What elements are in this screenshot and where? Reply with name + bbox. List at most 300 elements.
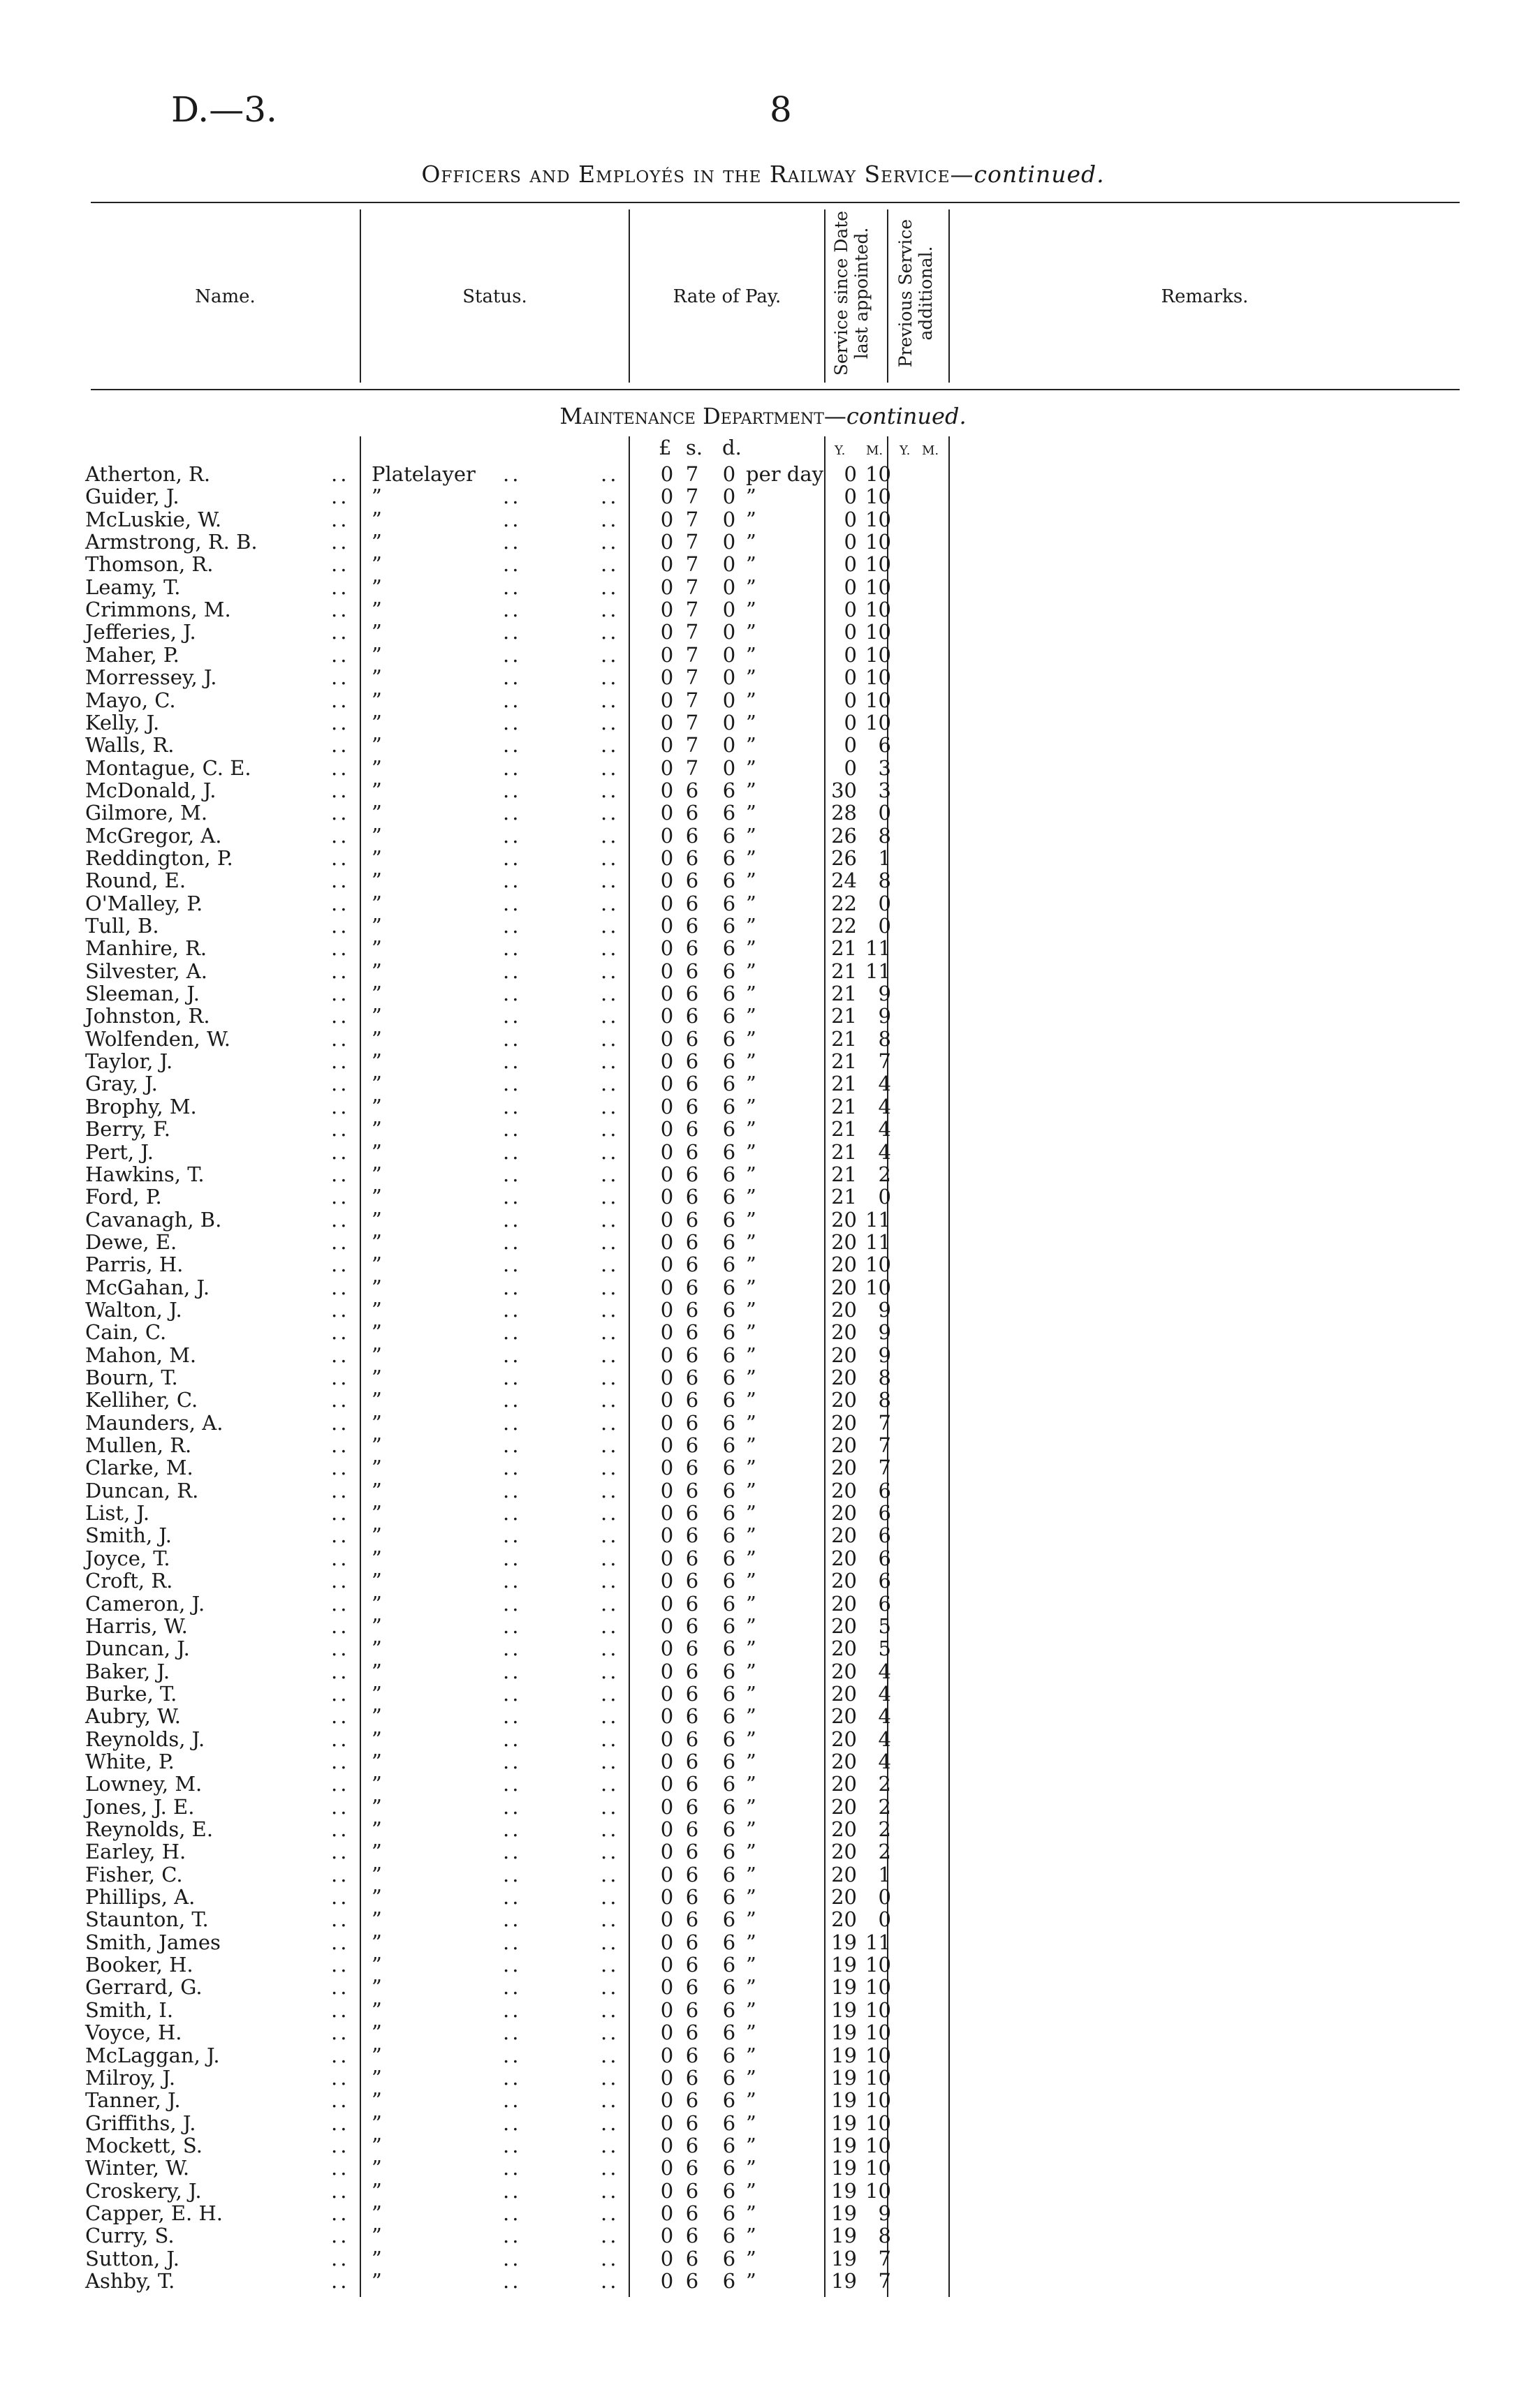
service-years: 21 xyxy=(831,959,857,983)
rate-pence: 6 xyxy=(722,1026,736,1051)
rate-pence: 6 xyxy=(722,1840,736,1864)
employee-status: ” xyxy=(372,665,382,690)
employee-name: Jefferies, J. xyxy=(85,620,196,644)
table-row xyxy=(0,1999,1526,2021)
rate-shillings: 6 xyxy=(685,1275,699,1299)
rate-shillings: 7 xyxy=(685,710,699,734)
rate-shillings: 6 xyxy=(685,1185,699,1209)
service-months: 10 xyxy=(865,507,891,531)
employee-name: Ford, P. xyxy=(85,1185,162,1209)
leader-dots: .. xyxy=(601,2111,619,2135)
leader-dots: .. xyxy=(331,1885,350,1910)
table-row xyxy=(0,757,1526,779)
leader-dots: .. xyxy=(331,665,350,690)
rate-period: ” xyxy=(746,1049,756,1074)
leader-dots: .. xyxy=(503,1997,522,2022)
leader-dots: .. xyxy=(503,1388,522,1412)
employee-status: ” xyxy=(372,1840,382,1864)
leader-dots: .. xyxy=(601,1772,619,1796)
employee-status: ” xyxy=(372,2246,382,2270)
rate-pence: 6 xyxy=(722,1704,736,1729)
rate-pounds: 0 xyxy=(660,1546,674,1570)
service-months: 10 xyxy=(865,1997,891,2022)
rate-shillings: 6 xyxy=(685,1997,699,2022)
rate-pounds: 0 xyxy=(660,1613,674,1638)
leader-dots: .. xyxy=(331,823,350,848)
table-row xyxy=(0,1344,1526,1366)
rate-pence: 6 xyxy=(722,2224,736,2248)
rate-pence: 6 xyxy=(722,1772,736,1796)
table-row xyxy=(0,1095,1526,1118)
rate-pence: 6 xyxy=(722,2021,736,2045)
rate-pence: 0 xyxy=(722,462,736,486)
unit-pound: £ xyxy=(659,436,672,459)
leader-dots: .. xyxy=(331,869,350,893)
service-since-label: Service since Date last appointed. xyxy=(831,210,872,376)
table-row xyxy=(0,960,1526,982)
employee-status: ” xyxy=(372,530,382,554)
service-years: 20 xyxy=(831,1772,857,1796)
service-months: 2 xyxy=(878,1840,891,1864)
employee-status: ” xyxy=(372,1049,382,1074)
employee-status: ” xyxy=(372,2133,382,2157)
employee-status: ” xyxy=(372,1546,382,1570)
rate-pounds: 0 xyxy=(660,1229,674,1254)
leader-dots: .. xyxy=(331,2043,350,2067)
rate-period: ” xyxy=(746,823,756,848)
employee-name: Reddington, P. xyxy=(85,845,233,870)
rate-pence: 6 xyxy=(722,1185,736,1209)
leader-dots: .. xyxy=(331,1320,350,1345)
rate-pence: 6 xyxy=(722,982,736,1006)
rate-shillings: 6 xyxy=(685,1478,699,1502)
rate-shillings: 6 xyxy=(685,1840,699,1864)
service-years: 20 xyxy=(831,1523,857,1548)
table-row xyxy=(0,1209,1526,1231)
service-years: 20 xyxy=(831,1840,857,1864)
leader-dots: .. xyxy=(601,1297,619,1322)
rate-shillings: 7 xyxy=(685,485,699,509)
rate-pence: 6 xyxy=(722,1366,736,1389)
rate-period: ” xyxy=(746,1433,756,1458)
leader-dots: .. xyxy=(331,1117,350,1142)
rate-period: ” xyxy=(746,778,756,802)
service-years: 19 xyxy=(831,1953,857,1977)
rate-pence: 6 xyxy=(722,1817,736,1841)
employee-status: ” xyxy=(372,1569,382,1593)
rate-pence: 6 xyxy=(722,1297,736,1322)
service-months: 2 xyxy=(878,1794,891,1819)
employee-name: Ashby, T. xyxy=(85,2269,175,2293)
leader-dots: .. xyxy=(503,2065,522,2090)
rate-period: ” xyxy=(746,2111,756,2135)
rate-period: ” xyxy=(746,2021,756,2045)
employee-name: Gilmore, M. xyxy=(85,801,208,825)
rate-pounds: 0 xyxy=(660,2111,674,2135)
service-years: 21 xyxy=(831,1162,857,1186)
leader-dots: .. xyxy=(503,959,522,983)
leader-dots: .. xyxy=(601,2178,619,2203)
service-years: 20 xyxy=(831,1229,857,1254)
unit-pence: d. xyxy=(722,436,742,459)
section-label: Maintenance Department— xyxy=(559,403,846,429)
leader-dots: .. xyxy=(503,688,522,712)
column-header-remarks: Remarks. xyxy=(1161,286,1249,307)
rate-period: ” xyxy=(746,710,756,734)
rate-period: ” xyxy=(746,1975,756,2000)
rate-shillings: 6 xyxy=(685,778,699,802)
rate-shillings: 6 xyxy=(685,2224,699,2248)
employee-name: Baker, J. xyxy=(85,1659,170,1683)
employee-name: Walls, R. xyxy=(85,733,175,758)
service-years: 20 xyxy=(831,1749,857,1773)
employee-status: ” xyxy=(372,1320,382,1345)
leader-dots: .. xyxy=(331,710,350,734)
employee-status: Platelayer xyxy=(372,462,476,486)
rate-pence: 6 xyxy=(722,2111,736,2135)
previous-service-label: Previous Service additional. xyxy=(895,219,936,368)
rate-pence: 6 xyxy=(722,1343,736,1367)
rate-shillings: 6 xyxy=(685,2043,699,2067)
rate-pence: 6 xyxy=(722,2156,736,2180)
rate-period: ” xyxy=(746,665,756,690)
leader-dots: .. xyxy=(601,1366,619,1389)
employee-status: ” xyxy=(372,1704,382,1729)
table-row xyxy=(0,711,1526,734)
employee-status: ” xyxy=(372,1885,382,1910)
header-top-rule xyxy=(91,202,1460,203)
employee-status: ” xyxy=(372,1094,382,1118)
rate-pence: 6 xyxy=(722,1862,736,1886)
employee-status: ” xyxy=(372,1907,382,1932)
service-years: 19 xyxy=(831,1930,857,1954)
rate-pounds: 0 xyxy=(660,1817,674,1841)
employee-status: ” xyxy=(372,1410,382,1435)
leader-dots: .. xyxy=(503,665,522,690)
service-months: 10 xyxy=(865,1253,891,1277)
service-years: 20 xyxy=(831,1704,857,1729)
service-months: 10 xyxy=(865,598,891,622)
employee-status: ” xyxy=(372,710,382,734)
leader-dots: .. xyxy=(601,710,619,734)
leader-dots: .. xyxy=(601,1907,619,1932)
service-months: 10 xyxy=(865,2111,891,2135)
rate-period: ” xyxy=(746,1388,756,1412)
leader-dots: .. xyxy=(601,1478,619,1502)
rate-pence: 6 xyxy=(722,1004,736,1028)
leader-dots: .. xyxy=(503,1343,522,1367)
rate-pounds: 0 xyxy=(660,1704,674,1729)
service-years: 19 xyxy=(831,2021,857,2045)
employee-status: ” xyxy=(372,2043,382,2067)
rate-shillings: 6 xyxy=(685,1681,699,1706)
employee-name: Crimmons, M. xyxy=(85,598,231,622)
rate-pounds: 0 xyxy=(660,891,674,915)
leader-dots: .. xyxy=(601,1885,619,1910)
employee-name: Harris, W. xyxy=(85,1613,188,1638)
rate-pounds: 0 xyxy=(660,982,674,1006)
rate-period: ” xyxy=(746,1162,756,1186)
rate-pounds: 0 xyxy=(660,1659,674,1683)
leader-dots: .. xyxy=(601,1253,619,1277)
rate-pounds: 0 xyxy=(660,1501,674,1526)
employee-status: ” xyxy=(372,1162,382,1186)
employee-name: White, P. xyxy=(85,1749,175,1773)
rate-pounds: 0 xyxy=(660,688,674,712)
employee-status: ” xyxy=(372,1433,382,1458)
service-years: 19 xyxy=(831,2156,857,2180)
leader-dots: .. xyxy=(503,2021,522,2045)
rate-pounds: 0 xyxy=(660,755,674,780)
leader-dots: .. xyxy=(503,1094,522,1118)
employee-status: ” xyxy=(372,1659,382,1683)
employee-status: ” xyxy=(372,1139,382,1164)
rate-pence: 6 xyxy=(722,2133,736,2157)
rate-shillings: 6 xyxy=(685,1139,699,1164)
leader-dots: .. xyxy=(331,982,350,1006)
rate-pence: 6 xyxy=(722,891,736,915)
service-years: 20 xyxy=(831,1613,857,1638)
leader-dots: .. xyxy=(331,1162,350,1186)
leader-dots: .. xyxy=(601,1185,619,1209)
service-years: 20 xyxy=(831,1659,857,1683)
rate-pence: 6 xyxy=(722,2269,736,2293)
table-row xyxy=(0,2224,1526,2247)
employee-name: Mockett, S. xyxy=(85,2133,203,2157)
rate-pounds: 0 xyxy=(660,914,674,938)
table-row xyxy=(0,1028,1526,1050)
rate-pounds: 0 xyxy=(660,1930,674,1954)
table-row xyxy=(0,1976,1526,1998)
rate-period: ” xyxy=(746,936,756,961)
rate-pounds: 0 xyxy=(660,1094,674,1118)
service-months: 6 xyxy=(878,1501,891,1526)
rate-pence: 6 xyxy=(722,1162,736,1186)
service-months: 8 xyxy=(878,869,891,893)
leader-dots: .. xyxy=(601,1523,619,1548)
rate-shillings: 7 xyxy=(685,665,699,690)
leader-dots: .. xyxy=(331,1591,350,1616)
leader-dots: .. xyxy=(601,1094,619,1118)
rate-pence: 6 xyxy=(722,1794,736,1819)
table-row xyxy=(0,1456,1526,1479)
rate-pounds: 0 xyxy=(660,1794,674,1819)
rate-period: ” xyxy=(746,1523,756,1548)
rate-pounds: 0 xyxy=(660,1185,674,1209)
employee-status: ” xyxy=(372,1930,382,1954)
rate-pounds: 0 xyxy=(660,2133,674,2157)
leader-dots: .. xyxy=(331,2224,350,2248)
leader-dots: .. xyxy=(331,755,350,780)
leader-dots: .. xyxy=(331,1456,350,1480)
rate-period: ” xyxy=(746,1907,756,1932)
service-years: 0 xyxy=(844,733,857,758)
rate-period: ” xyxy=(746,552,756,577)
leader-dots: .. xyxy=(331,552,350,577)
leader-dots: .. xyxy=(331,1343,350,1367)
service-years: 24 xyxy=(831,869,857,893)
table-row xyxy=(0,1547,1526,1569)
leader-dots: .. xyxy=(601,959,619,983)
rate-pounds: 0 xyxy=(660,733,674,758)
rate-pounds: 0 xyxy=(660,1727,674,1751)
rate-shillings: 6 xyxy=(685,1388,699,1412)
leader-dots: .. xyxy=(601,801,619,825)
employee-name: Hawkins, T. xyxy=(85,1162,205,1186)
leader-dots: .. xyxy=(503,755,522,780)
rate-pounds: 0 xyxy=(660,823,674,848)
rate-pence: 6 xyxy=(722,1591,736,1616)
table-row xyxy=(0,485,1526,508)
employee-name: Maher, P. xyxy=(85,642,179,667)
employee-name: Round, E. xyxy=(85,869,186,893)
service-months: 6 xyxy=(878,1546,891,1570)
rate-pence: 6 xyxy=(722,1930,736,1954)
leader-dots: .. xyxy=(331,2201,350,2225)
leader-dots: .. xyxy=(601,1817,619,1841)
service-years: 20 xyxy=(831,1320,857,1345)
service-months: 4 xyxy=(878,1094,891,1118)
service-months: 11 xyxy=(865,936,891,961)
service-years: 21 xyxy=(831,1072,857,1096)
service-months: 0 xyxy=(878,891,891,915)
leader-dots: .. xyxy=(503,1885,522,1910)
service-months: 4 xyxy=(878,1117,891,1142)
service-years: 21 xyxy=(831,936,857,961)
leader-dots: .. xyxy=(331,688,350,712)
rate-period: ” xyxy=(746,1117,756,1142)
leader-dots: .. xyxy=(503,1253,522,1277)
header-divider-previous xyxy=(887,209,888,383)
employee-name: Gray, J. xyxy=(85,1072,158,1096)
rate-period: ” xyxy=(746,1343,756,1367)
rate-pounds: 0 xyxy=(660,1523,674,1548)
rate-pence: 6 xyxy=(722,1320,736,1345)
table-row xyxy=(0,915,1526,937)
rate-period: ” xyxy=(746,1862,756,1886)
rate-pounds: 0 xyxy=(660,2246,674,2270)
service-years: 19 xyxy=(831,2246,857,2270)
employee-status: ” xyxy=(372,1817,382,1841)
service-years: 20 xyxy=(831,1275,857,1299)
leader-dots: .. xyxy=(601,1637,619,1661)
leader-dots: .. xyxy=(331,1275,350,1299)
rate-pence: 6 xyxy=(722,1569,736,1593)
leader-dots: .. xyxy=(503,462,522,486)
service-years: 20 xyxy=(831,1817,857,1841)
service-years: 0 xyxy=(844,507,857,531)
rate-shillings: 6 xyxy=(685,1207,699,1232)
rate-shillings: 6 xyxy=(685,1117,699,1142)
service-months: 4 xyxy=(878,1681,891,1706)
employee-name: Croskery, J. xyxy=(85,2178,202,2203)
service-months: 8 xyxy=(878,1388,891,1412)
leader-dots: .. xyxy=(601,2224,619,2248)
rate-period: ” xyxy=(746,982,756,1006)
rate-shillings: 6 xyxy=(685,1862,699,1886)
rate-pence: 0 xyxy=(722,620,736,644)
rate-pence: 0 xyxy=(722,507,736,531)
service-months: 6 xyxy=(878,1591,891,1616)
employee-name: Mahon, M. xyxy=(85,1343,197,1367)
rate-pounds: 0 xyxy=(660,1320,674,1345)
leader-dots: .. xyxy=(503,575,522,599)
employee-name: Smith, J. xyxy=(85,1523,173,1548)
table-row xyxy=(0,802,1526,824)
rate-shillings: 6 xyxy=(685,1727,699,1751)
employee-name: Bourn, T. xyxy=(85,1366,178,1389)
rate-period: ” xyxy=(746,1997,756,2022)
service-years: 20 xyxy=(831,1433,857,1458)
leader-dots: .. xyxy=(503,1681,522,1706)
leader-dots: .. xyxy=(601,1117,619,1142)
leader-dots: .. xyxy=(601,1569,619,1593)
employee-status: ” xyxy=(372,1004,382,1028)
rate-pounds: 0 xyxy=(660,1253,674,1277)
table-row xyxy=(0,1299,1526,1321)
table-row xyxy=(0,1683,1526,1705)
column-header-rate: Rate of Pay. xyxy=(673,286,782,307)
leader-dots: .. xyxy=(503,710,522,734)
rate-period: ” xyxy=(746,530,756,554)
rate-period: ” xyxy=(746,1569,756,1593)
leader-dots: .. xyxy=(503,1591,522,1616)
leader-dots: .. xyxy=(503,2224,522,2248)
rate-shillings: 6 xyxy=(685,1975,699,2000)
service-months: 2 xyxy=(878,1817,891,1841)
leader-dots: .. xyxy=(601,823,619,848)
section-heading xyxy=(0,403,1526,429)
leader-dots: .. xyxy=(331,1501,350,1526)
employee-status: ” xyxy=(372,2224,382,2248)
rate-period: ” xyxy=(746,1772,756,1796)
rate-pounds: 0 xyxy=(660,2269,674,2293)
rate-period: ” xyxy=(746,2246,756,2270)
leader-dots: .. xyxy=(503,1704,522,1729)
leader-dots: .. xyxy=(503,1139,522,1164)
rate-shillings: 7 xyxy=(685,598,699,622)
rate-pounds: 0 xyxy=(660,959,674,983)
header-bottom-rule xyxy=(91,389,1460,390)
leader-dots: .. xyxy=(601,1613,619,1638)
service-months: 9 xyxy=(878,1004,891,1028)
table-row xyxy=(0,847,1526,869)
service-months: 10 xyxy=(865,1975,891,2000)
leader-dots: .. xyxy=(601,1049,619,1074)
rate-pounds: 0 xyxy=(660,530,674,554)
service-years: 20 xyxy=(831,1794,857,1819)
employee-status: ” xyxy=(372,2201,382,2225)
leader-dots: .. xyxy=(601,552,619,577)
service-years: 26 xyxy=(831,845,857,870)
leader-dots: .. xyxy=(331,530,350,554)
rate-period: ” xyxy=(746,1026,756,1051)
rate-period: ” xyxy=(746,1501,756,1526)
rate-shillings: 7 xyxy=(685,642,699,667)
leader-dots: .. xyxy=(503,1366,522,1389)
leader-dots: .. xyxy=(503,1613,522,1638)
rate-pounds: 0 xyxy=(660,1840,674,1864)
leader-dots: .. xyxy=(601,1072,619,1096)
service-years: 20 xyxy=(831,1885,857,1910)
rate-pounds: 0 xyxy=(660,801,674,825)
rate-shillings: 6 xyxy=(685,1433,699,1458)
service-years: 20 xyxy=(831,1388,857,1412)
table-row xyxy=(0,2157,1526,2179)
service-months: 10 xyxy=(865,530,891,554)
employee-name: Tull, B. xyxy=(85,914,159,938)
service-months: 10 xyxy=(865,2065,891,2090)
